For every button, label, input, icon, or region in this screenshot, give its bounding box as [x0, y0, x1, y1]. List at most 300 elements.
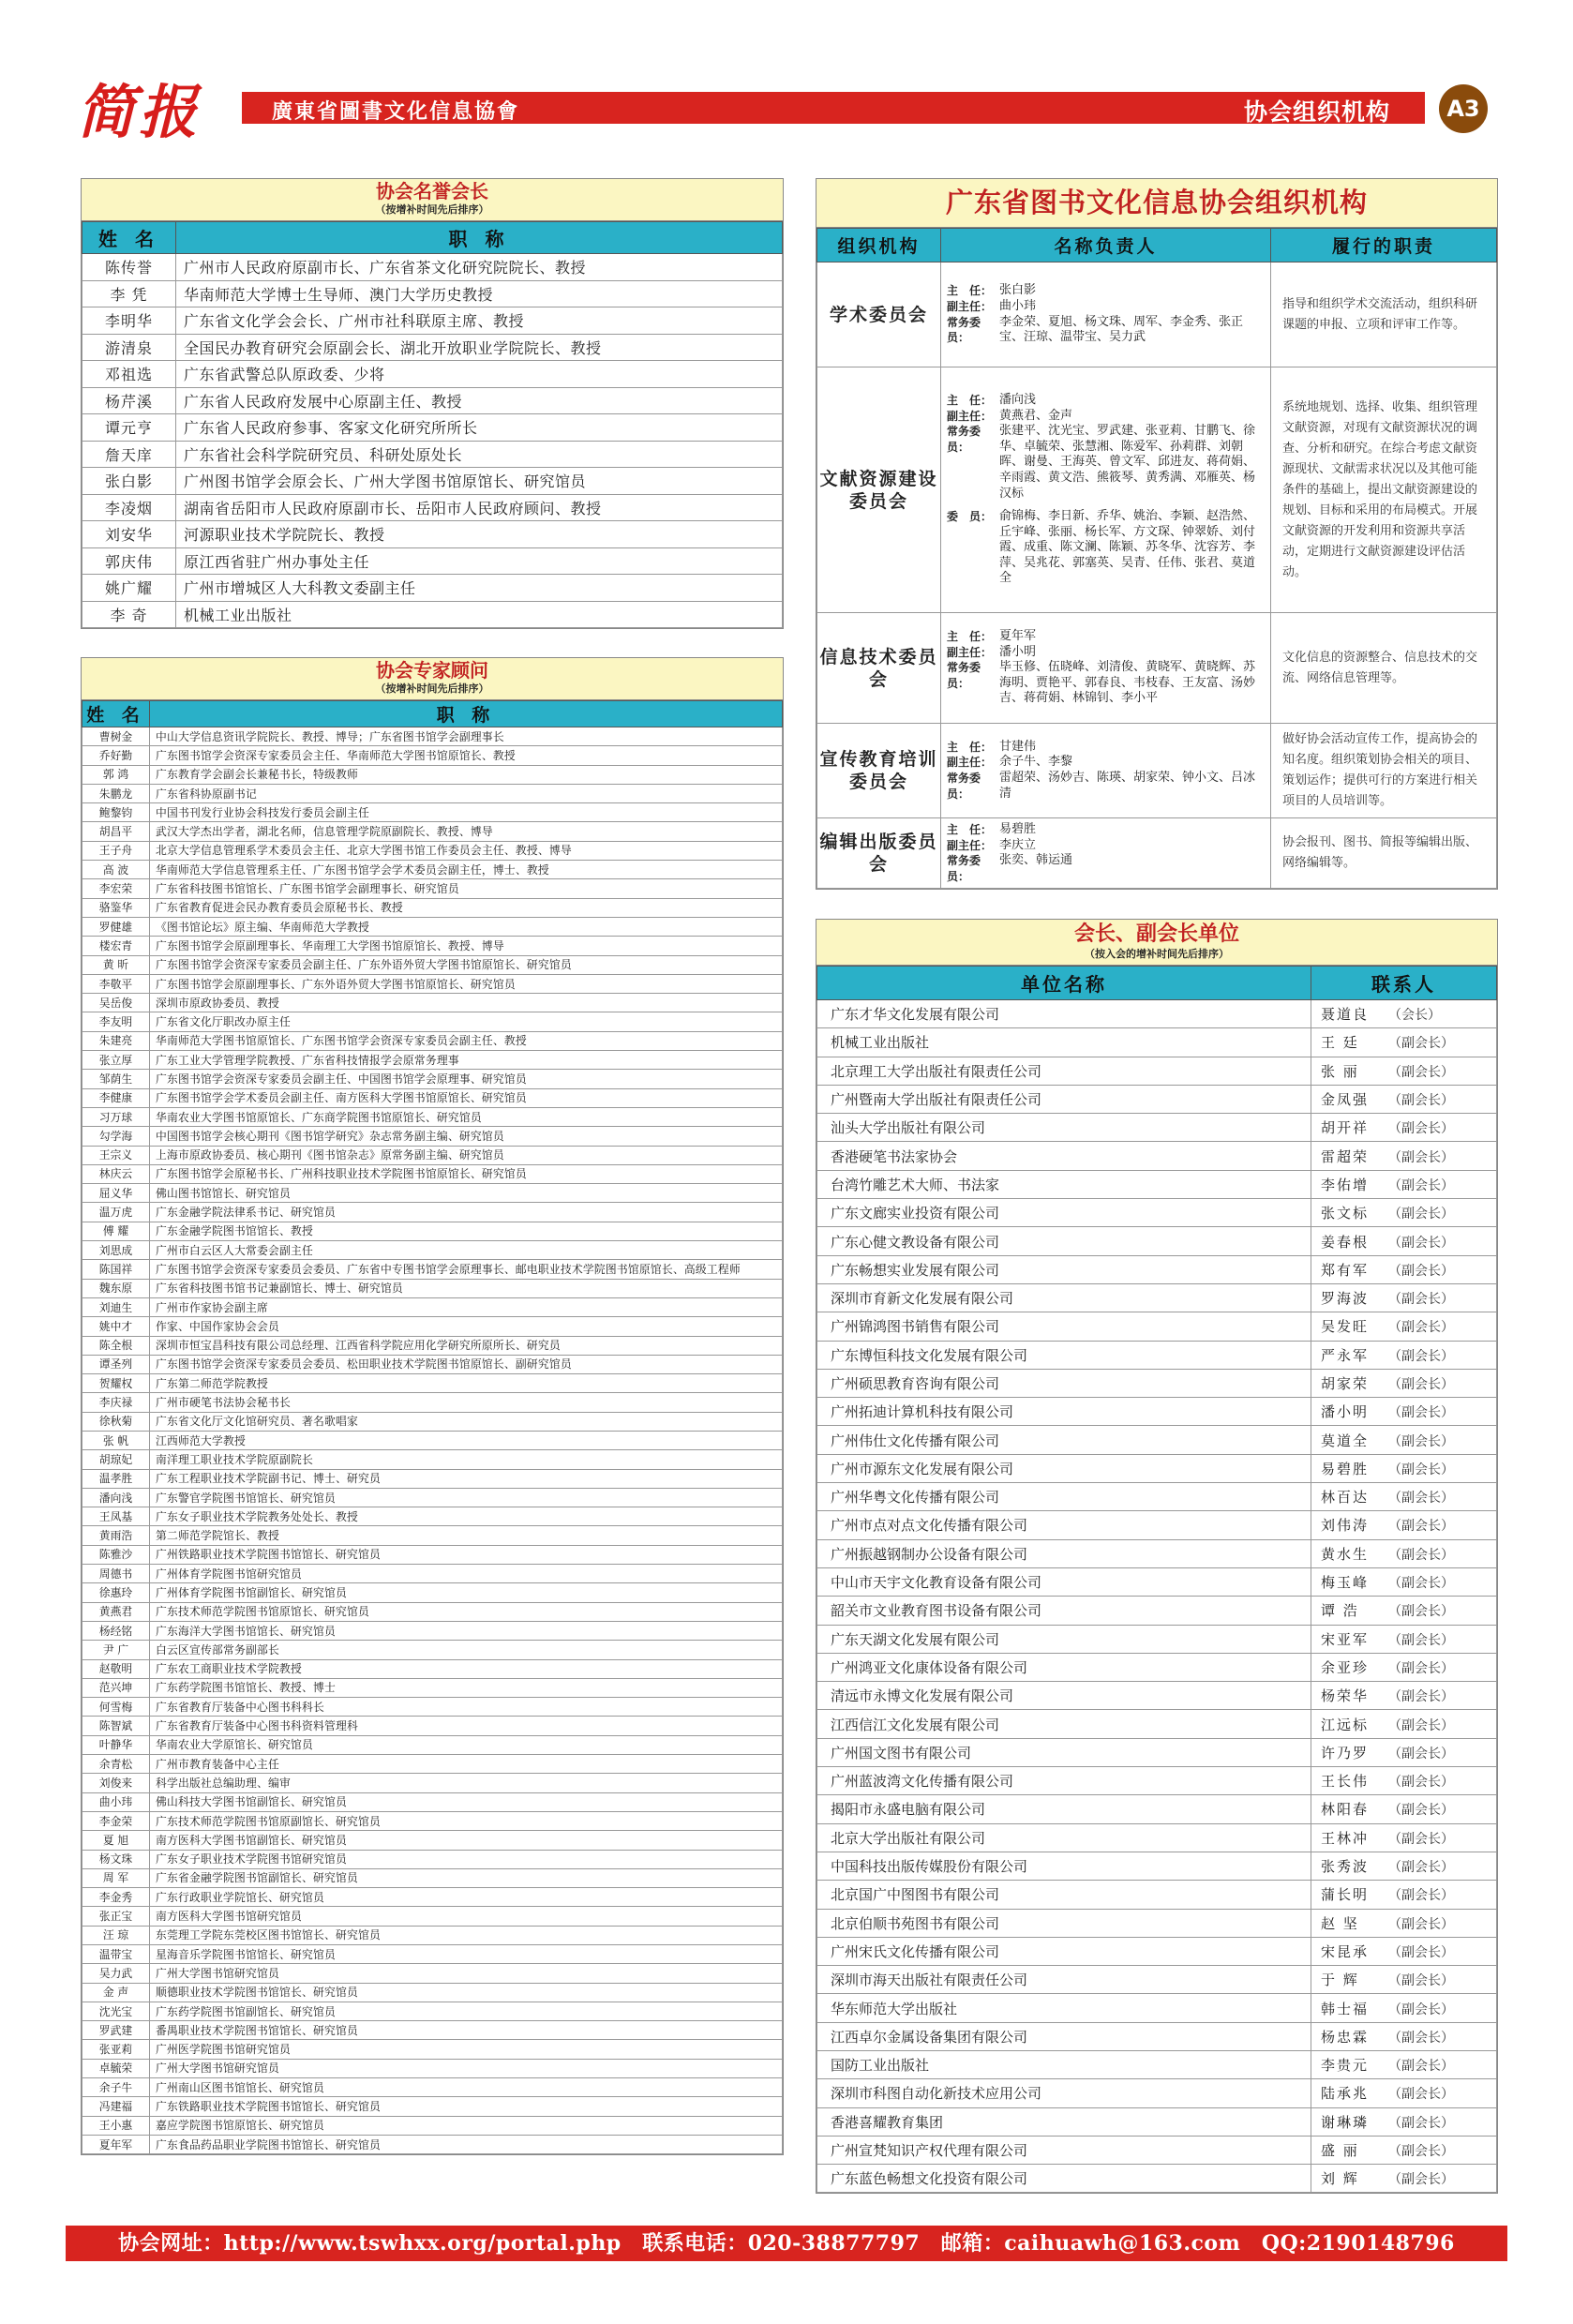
expert-name: 黄雨浩 — [82, 1526, 150, 1545]
vice-unit-contact — [1311, 1653, 1497, 1681]
expert-name: 高 波 — [82, 861, 150, 879]
expert-position: 广东图书馆学会资深专家委员会委员、松田职业技术学院图书馆原馆长、副研究馆员 — [150, 1355, 783, 1373]
vice-unit-row — [817, 1909, 1497, 1937]
expert-row — [82, 994, 783, 1012]
structure-col-duty: 履行的职责 — [1271, 229, 1497, 262]
expert-name: 陈国祥 — [82, 1260, 150, 1279]
expert-position: 广东图书馆学会资深专家委员会副主任、中国图书馆学会原理事、研究馆员 — [150, 1070, 783, 1088]
expert-row — [82, 1735, 783, 1754]
expert-row — [82, 1355, 783, 1373]
expert-row — [82, 1831, 783, 1850]
expert-row — [82, 727, 783, 746]
expert-position: 番禺职业技术学院图书馆馆长、研究馆员 — [150, 2021, 783, 2040]
vice-unit-name: 广东畅想实业发展有限公司 — [817, 1255, 1311, 1283]
contact-title: （副会长） — [1388, 2030, 1454, 2046]
member-names: 黄燕君、金声 — [999, 408, 1073, 423]
contact-name: 谭 浩 — [1321, 1602, 1359, 1620]
expert-row — [82, 1488, 783, 1507]
vice-unit-row — [817, 1170, 1497, 1198]
member-role-label: 主 任： — [947, 630, 993, 644]
vice-unit-row — [817, 1454, 1497, 1482]
expert-row — [82, 1868, 783, 1887]
vice-unit-name: 韶关市文业教育图书设备有限公司 — [817, 1597, 1311, 1625]
vice-unit-contact — [1311, 1199, 1497, 1227]
expert-name: 傅 耀 — [82, 1222, 150, 1240]
structure-unit-duty: 文化信息的资源整合、信息技术的交流、网络信息管理等。 — [1271, 613, 1497, 724]
vice-unit-contact — [1311, 1398, 1497, 1426]
contact-title: （副会长） — [1388, 1093, 1454, 1109]
vice-unit-row — [817, 1795, 1497, 1823]
honorary-row — [82, 414, 783, 442]
member-line — [947, 853, 1266, 884]
member-role-label: 常务委员： — [947, 425, 981, 454]
expert-name: 吴岳俊 — [82, 994, 150, 1012]
expert-name: 李健康 — [82, 1088, 150, 1107]
header-section-title: 协会组织机构 — [1243, 98, 1390, 126]
vice-unit-contact — [1311, 1341, 1497, 1369]
honorary-name: 陈传誉 — [82, 254, 176, 281]
member-role-label: 副主任： — [947, 838, 993, 852]
contact-title: （副会长） — [1388, 1149, 1454, 1165]
vice-unit-row — [817, 1483, 1497, 1511]
structure-title: 广东省图书文化信息协会组织机构 — [945, 187, 1368, 218]
expert-name: 乔好勤 — [82, 746, 150, 765]
expert-row — [82, 1774, 783, 1792]
expert-position: 东莞理工学院东莞校区图书馆馆长、研究馆员 — [150, 1926, 783, 1944]
vice-unit-contact — [1311, 1170, 1497, 1198]
contact-title: （副会长） — [1388, 1292, 1454, 1308]
member-line — [947, 393, 1266, 409]
expert-name: 李敬平 — [82, 974, 150, 993]
expert-name: 郭 鸿 — [82, 765, 150, 784]
expert-position: 广东技术师范学院图书馆原馆长、研究馆员 — [150, 1602, 783, 1621]
member-names: 曲小玮 — [999, 298, 1037, 313]
honorary-col-position: 职 称 — [176, 222, 783, 254]
member-role-label: 主 任： — [947, 284, 993, 298]
expert-name: 徐惠玲 — [82, 1583, 150, 1602]
vice-unit-contact — [1311, 1283, 1497, 1312]
vice-unit-row — [817, 1369, 1497, 1397]
vice-unit-row — [817, 1085, 1497, 1113]
vice-unit-row — [817, 1881, 1497, 1909]
expert-row — [82, 1203, 783, 1222]
expert-name: 王凤基 — [82, 1507, 150, 1526]
expert-position: 《图书馆论坛》原主编、华南师范大学教授 — [150, 917, 783, 936]
honorary-name: 詹天庠 — [82, 441, 176, 468]
vice-unit-name: 广州暨南大学出版社有限责任公司 — [817, 1085, 1311, 1113]
expert-name: 徐秋菊 — [82, 1412, 150, 1431]
contact-name: 宋亚军 — [1321, 1630, 1370, 1648]
member-line — [947, 424, 1266, 502]
expert-position: 广州体育学院图书馆研究馆员 — [150, 1565, 783, 1583]
contact-name: 于 辉 — [1321, 1972, 1359, 1989]
expert-position: 深圳市恒宝昌科技有限公司总经理、江西省科学院应用化学研究所原所长、研究员 — [150, 1336, 783, 1355]
vice-unit-row — [817, 1255, 1497, 1283]
vice-unit-name: 广州硕思教育咨询有限公司 — [817, 1369, 1311, 1397]
vice-unit-contact — [1311, 2050, 1497, 2078]
expert-name: 楼宏青 — [82, 937, 150, 955]
structure-col-unit: 组织机构 — [817, 229, 941, 262]
expert-name: 胡琼妃 — [82, 1450, 150, 1469]
expert-name: 朱建亮 — [82, 1031, 150, 1050]
honorary-position: 河源职业技术学院院长、教授 — [176, 521, 783, 548]
expert-position: 广州市教育装备中心主任 — [150, 1755, 783, 1774]
vice-unit-row — [817, 1511, 1497, 1539]
vice-unit-row — [817, 2022, 1497, 2050]
expert-row — [82, 1051, 783, 1070]
member-role-label: 常务委员： — [947, 772, 981, 801]
contact-title: （副会长） — [1388, 1576, 1454, 1592]
structure-row — [817, 724, 1497, 818]
expert-position: 武汉大学杰出学者，湖北名师，信息管理学院原副院长、教授、博导 — [150, 822, 783, 841]
expert-name: 李庆禄 — [82, 1393, 150, 1412]
expert-advisors-box — [81, 657, 784, 2155]
expert-row — [82, 2040, 783, 2059]
vice-title: 会长、副会长单位 — [1073, 922, 1239, 946]
expert-name: 鲍黎钧 — [82, 803, 150, 822]
vice-col-unit: 单位名称 — [817, 967, 1311, 1000]
structure-unit-name: 信息技术委员会 — [817, 613, 941, 724]
member-names: 雷超荣、汤妙吉、陈瑛、胡家荣、钟小文、吕冰清 — [999, 771, 1256, 801]
vice-unit-row — [817, 1937, 1497, 1965]
expert-position: 广东省科协原副书记 — [150, 784, 783, 802]
expert-row — [82, 1545, 783, 1564]
expert-name: 屈义华 — [82, 1184, 150, 1203]
expert-row — [82, 2097, 783, 2116]
expert-name: 赵敬明 — [82, 1659, 150, 1678]
honorary-position: 华南师范大学博士生导师、澳门大学历史教授 — [176, 280, 783, 307]
expert-row — [82, 898, 783, 917]
contact-name: 吴发旺 — [1321, 1318, 1370, 1336]
vice-unit-name: 江西卓尔金属设备集团有限公司 — [817, 2022, 1311, 2050]
expert-row — [82, 1374, 783, 1393]
honorary-col-name: 姓 名 — [82, 222, 176, 254]
vice-unit-name: 广州宋氏文化传播有限公司 — [817, 1937, 1311, 1965]
contact-name: 易碧胜 — [1321, 1460, 1370, 1477]
expert-position: 广东工业大学管理学院教授、广东省科技情报学会原常务理事 — [150, 1051, 783, 1070]
expert-position: 广东图书馆学会资深专家委员会副主任、广东外语外贸大学图书馆原馆长、研究馆员 — [150, 955, 783, 974]
expert-position: 广东图书馆学会原副理事长、华南理工大学图书馆原馆长、教授、博导 — [150, 937, 783, 955]
expert-row — [82, 861, 783, 879]
expert-position: 广东女子职业技术学院图书馆研究馆员 — [150, 1850, 783, 1868]
member-line — [947, 409, 1266, 425]
expert-row — [82, 1907, 783, 1926]
contact-name: 李佑增 — [1321, 1176, 1370, 1193]
expert-position: 广东海洋大学图书馆馆长、研究馆员 — [150, 1621, 783, 1640]
contact-name: 刘伟涛 — [1321, 1517, 1370, 1535]
expert-position: 嘉应学院图书馆原馆长、研究馆员 — [150, 2116, 783, 2135]
expert-row — [82, 2135, 783, 2153]
contact-title: （副会长） — [1388, 1916, 1454, 1932]
experts-table — [82, 700, 783, 2154]
honorary-position: 广东省人民政府参事、客家文化研究所所长 — [176, 414, 783, 442]
expert-position: 广东药学院图书馆馆长、教授、博士 — [150, 1678, 783, 1697]
expert-position: 广东省金融学院图书馆副馆长、研究馆员 — [150, 1868, 783, 1887]
contact-name: 王林冲 — [1321, 1829, 1370, 1847]
honorary-position: 广东省文化学会会长、广州市社科联原主席、教授 — [176, 307, 783, 335]
expert-row — [82, 1260, 783, 1279]
expert-row — [82, 1792, 783, 1811]
vice-unit-name: 广东蓝色畅想文化投资有限公司 — [817, 2165, 1311, 2193]
expert-position: 广东图书馆学会学术委员会副主任、南方医科大学图书馆原馆长、研究馆员 — [150, 1088, 783, 1107]
expert-position: 广州医学院图书馆研究馆员 — [150, 2040, 783, 2059]
honorary-name: 谭元亨 — [82, 414, 176, 442]
expert-row — [82, 1031, 783, 1050]
honorary-name: 邓祖选 — [82, 361, 176, 388]
honorary-row — [82, 361, 783, 388]
contact-title: （副会长） — [1388, 1207, 1454, 1222]
contact-title: （副会长） — [1388, 1348, 1454, 1364]
vice-unit-row — [817, 1283, 1497, 1312]
contact-title: （副会长） — [1388, 1746, 1454, 1762]
expert-position: 广东工程职业技术学院副书记、博士、研究员 — [150, 1469, 783, 1488]
vice-unit-row — [817, 1142, 1497, 1170]
honorary-name: 李 凭 — [82, 280, 176, 307]
vice-unit-contact — [1311, 1767, 1497, 1795]
expert-row — [82, 1641, 783, 1659]
expert-name: 李金秀 — [82, 1888, 150, 1907]
honorary-name: 刘安华 — [82, 521, 176, 548]
contact-title: （副会长） — [1388, 1377, 1454, 1392]
member-names: 俞锦梅、李日新、乔华、姚治、李颖、赵浩然、丘宇峰、张丽、杨长军、方文琛、钟翠娇、刘付霞、成重、陈文澜、陈颖、苏冬华、沈容芳、李萍、吴兆花、郭塞英、吴青、任伟、张君、莫道全 — [999, 509, 1256, 586]
vice-unit-contact — [1311, 1312, 1497, 1341]
member-role-label: 主 任： — [947, 393, 993, 407]
expert-row — [82, 1565, 783, 1583]
expert-position: 广州体育学院图书馆副馆长、研究馆员 — [150, 1583, 783, 1602]
expert-name: 李金荣 — [82, 1811, 150, 1830]
vice-unit-contact — [1311, 1057, 1497, 1085]
expert-name: 罗武建 — [82, 2021, 150, 2040]
expert-position: 作家、中国作家协会会员 — [150, 1317, 783, 1336]
contact-name: 刘 辉 — [1321, 2170, 1359, 2188]
vice-unit-row — [817, 1028, 1497, 1057]
expert-row — [82, 1602, 783, 1621]
contact-name: 罗海波 — [1321, 1290, 1370, 1308]
member-line — [947, 771, 1266, 802]
expert-row — [82, 1336, 783, 1355]
expert-name: 周 军 — [82, 1868, 150, 1887]
vice-unit-contact — [1311, 1994, 1497, 2022]
expert-row — [82, 1279, 783, 1297]
vice-unit-name: 深圳市育新文化发展有限公司 — [817, 1283, 1311, 1312]
expert-row — [82, 1945, 783, 1964]
vice-unit-contact — [1311, 2022, 1497, 2050]
contact-title: （副会长） — [1388, 2087, 1454, 2103]
vice-unit-row — [817, 1710, 1497, 1738]
vice-unit-contact — [1311, 1142, 1497, 1170]
contact-name: 赵 坚 — [1321, 1914, 1359, 1932]
header-org-name: 廣東省圖書文化信息協會 — [272, 99, 520, 124]
expert-position: 广东药学院图书馆副馆长、研究馆员 — [150, 2002, 783, 2020]
expert-position: 广东教育学会副会长兼秘书长，特级教师 — [150, 765, 783, 784]
vice-unit-contact — [1311, 1567, 1497, 1596]
expert-name: 魏东原 — [82, 1279, 150, 1297]
experts-title: 协会专家顾问 — [376, 659, 488, 682]
expert-row — [82, 1317, 783, 1336]
expert-row — [82, 1926, 783, 1944]
vice-unit-contact — [1311, 1426, 1497, 1454]
expert-position: 广东省科技图书馆书记兼副馆长、博士、研究馆员 — [150, 1279, 783, 1297]
expert-position: 广东女子职业技术学院教务处处长、教授 — [150, 1507, 783, 1526]
expert-name: 刘俊来 — [82, 1774, 150, 1792]
member-line — [947, 822, 1266, 838]
contact-name: 林阳春 — [1321, 1801, 1370, 1819]
member-line — [947, 660, 1266, 707]
expert-name: 胡昌平 — [82, 822, 150, 841]
vice-col-contact: 联系人 — [1311, 967, 1497, 1000]
vice-unit-row — [817, 2079, 1497, 2107]
contact-title: （副会长） — [1388, 2144, 1454, 2160]
expert-name: 沈光宝 — [82, 2002, 150, 2020]
expert-row — [82, 841, 783, 860]
vice-unit-name: 北京大学出版社有限公司 — [817, 1823, 1311, 1852]
vice-unit-name: 广州鸿亚文化康体设备有限公司 — [817, 1653, 1311, 1681]
contact-title: （副会长） — [1388, 1547, 1454, 1563]
expert-row — [82, 937, 783, 955]
expert-position: 广州市白云区人大常委会副主任 — [150, 1241, 783, 1260]
expert-position: 广州铁路职业技术学院图书馆馆长、研究馆员 — [150, 1545, 783, 1564]
expert-name: 陈全根 — [82, 1336, 150, 1355]
contact-title: （副会长） — [1388, 2002, 1454, 2017]
member-line — [947, 299, 1266, 315]
expert-name: 夏 旭 — [82, 1831, 150, 1850]
expert-row — [82, 1107, 783, 1126]
vice-unit-contact — [1311, 1937, 1497, 1965]
expert-row — [82, 1507, 783, 1526]
vice-unit-row — [817, 1398, 1497, 1426]
contact-title: （副会长） — [1388, 1235, 1454, 1251]
expert-position: 中山大学信息资讯学院院长、教授、博导；广东省图书馆学会副理事长 — [150, 727, 783, 746]
honorary-row — [82, 254, 783, 281]
honorary-row — [82, 441, 783, 468]
expert-row — [82, 765, 783, 784]
expert-name: 范兴坤 — [82, 1678, 150, 1697]
newsletter-logo: 简报 — [77, 78, 202, 146]
member-names: 毕玉修、伍晓峰、刘清俊、黄晓军、黄晓辉、苏海明、贾艳平、郭春良、韦枝春、王友富、汤妙吉、蒋荷娟、林锦钊、李小平 — [999, 660, 1256, 706]
vice-unit-contact — [1311, 1000, 1497, 1028]
expert-name: 温带宝 — [82, 1945, 150, 1964]
expert-position: 华南师范大学信息管理系主任、广东图书馆学会学术委员会副主任，博士、教授 — [150, 861, 783, 879]
expert-row — [82, 1583, 783, 1602]
contact-title: （副会长） — [1388, 1064, 1454, 1080]
contact-title: （副会长） — [1388, 1689, 1454, 1705]
page-number-badge: A3 — [1439, 84, 1488, 133]
vice-unit-name: 香港喜耀教育集团 — [817, 2107, 1311, 2136]
expert-name: 余子牛 — [82, 2078, 150, 2097]
honorary-position: 广州图书馆学会原会长、广州大学图书馆原馆长、研究馆员 — [176, 468, 783, 495]
expert-position: 广州南山区图书馆馆长、研究馆员 — [150, 2078, 783, 2097]
vice-unit-row — [817, 1682, 1497, 1710]
contact-title: （副会长） — [1388, 2172, 1454, 2188]
contact-title: （副会长） — [1388, 1121, 1454, 1137]
structure-unit-name: 学术委员会 — [817, 262, 941, 367]
member-role-label: 常务委员： — [947, 854, 981, 883]
expert-position: 广州市硬笔书法协会秘书长 — [150, 1393, 783, 1412]
honorary-row — [82, 307, 783, 335]
expert-name: 杨文珠 — [82, 1850, 150, 1868]
vice-unit-name: 机械工业出版社 — [817, 1028, 1311, 1057]
vice-unit-contact — [1311, 1114, 1497, 1142]
expert-position: 北京大学信息管理系学术委员会主任、北京大学图书馆工作委员会主任、教授、博导 — [150, 841, 783, 860]
structure-unit-name: 编辑出版委员会 — [817, 818, 941, 889]
expert-row — [82, 1717, 783, 1735]
expert-name: 王小惠 — [82, 2116, 150, 2135]
contact-title: （副会长） — [1388, 1632, 1454, 1648]
member-line — [947, 315, 1266, 346]
contact-title: （副会长） — [1388, 1973, 1454, 1989]
member-names: 李庆立 — [999, 837, 1037, 852]
expert-position: 广东省教育厅装备中心图书科科长 — [150, 1698, 783, 1717]
member-line — [947, 509, 1266, 587]
expert-name: 邹荫生 — [82, 1070, 150, 1088]
vice-unit-row — [817, 1767, 1497, 1795]
vice-unit-name: 广东天湖文化发展有限公司 — [817, 1625, 1311, 1653]
contact-title: （副会长） — [1388, 1519, 1454, 1535]
contact-title: （副会长） — [1388, 1433, 1454, 1449]
contact-name: 张 丽 — [1321, 1062, 1359, 1080]
vice-unit-contact — [1311, 1823, 1497, 1852]
member-role-label: 委 员： — [947, 510, 993, 524]
honorary-subtitle: （按增补时间先后排序） — [375, 203, 489, 216]
honorary-title: 协会名誉会长 — [376, 180, 488, 202]
expert-position: 华南农业大学原馆长、研究馆员 — [150, 1735, 783, 1754]
expert-position: 中国书刊发行业协会科技发行委员会副主任 — [150, 803, 783, 822]
expert-name: 余青松 — [82, 1755, 150, 1774]
expert-row — [82, 1850, 783, 1868]
expert-row — [82, 1127, 783, 1146]
contact-name: 胡开祥 — [1321, 1119, 1370, 1137]
contact-title: （副会长） — [1388, 1405, 1454, 1421]
expert-name: 骆鉴华 — [82, 898, 150, 917]
honorary-position: 原江西省驻广州办事处主任 — [176, 547, 783, 575]
member-names: 张白影 — [999, 283, 1037, 298]
expert-row — [82, 2116, 783, 2135]
vice-unit-name: 广州国文图书有限公司 — [817, 1738, 1311, 1766]
expert-row — [82, 2002, 783, 2020]
expert-name: 王子舟 — [82, 841, 150, 860]
expert-name: 金 声 — [82, 1983, 150, 2002]
structure-unit-duty: 做好协会活动宣传工作，提高协会的知名度。组织策划协会相关的项目、策划运作；提供可行的方案进行相关项目的人员培训等。 — [1271, 724, 1497, 818]
expert-position: 广东金融学院图书馆馆长、教授 — [150, 1222, 783, 1240]
vice-unit-name: 广州市源东文化发展有限公司 — [817, 1454, 1311, 1482]
vice-unit-name: 国防工业出版社 — [817, 2050, 1311, 2078]
vice-subtitle: （按入会的增补时间先后排序） — [1085, 948, 1229, 960]
honorary-row — [82, 547, 783, 575]
honorary-name: 杨芹溪 — [82, 387, 176, 414]
vice-unit-row — [817, 1426, 1497, 1454]
honorary-name: 游清泉 — [82, 334, 176, 361]
contact-name: 杨荣华 — [1321, 1687, 1370, 1705]
expert-position: 广东省教育促进会民办教育委员会原秘书长、教授 — [150, 898, 783, 917]
contact-name: 雷超荣 — [1321, 1147, 1370, 1165]
expert-name: 习万球 — [82, 1107, 150, 1126]
vice-unit-name: 深圳市海天出版社有限责任公司 — [817, 1966, 1311, 1994]
vice-unit-row — [817, 1199, 1497, 1227]
honorary-row — [82, 334, 783, 361]
vice-unit-contact — [1311, 1511, 1497, 1539]
honorary-name: 李明华 — [82, 307, 176, 335]
honorary-position: 广州市增城区人大科教文委副主任 — [176, 575, 783, 602]
expert-position: 广东农工商职业技术学院教授 — [150, 1659, 783, 1678]
expert-position: 佛山图书馆馆长、研究馆员 — [150, 1184, 783, 1203]
vice-unit-name: 广州市点对点文化传播有限公司 — [817, 1511, 1311, 1539]
honorary-name: 姚广耀 — [82, 575, 176, 602]
vice-unit-name: 广州蓝波湾文化传播有限公司 — [817, 1767, 1311, 1795]
structure-unit-duty: 协会报刊、图书、简报等编辑出版、网络编辑等。 — [1271, 818, 1497, 889]
honorary-position: 广东省社会科学院研究员、科研处原处长 — [176, 441, 783, 468]
vice-unit-contact — [1311, 1881, 1497, 1909]
expert-position: 广东第二师范学院教授 — [150, 1374, 783, 1393]
